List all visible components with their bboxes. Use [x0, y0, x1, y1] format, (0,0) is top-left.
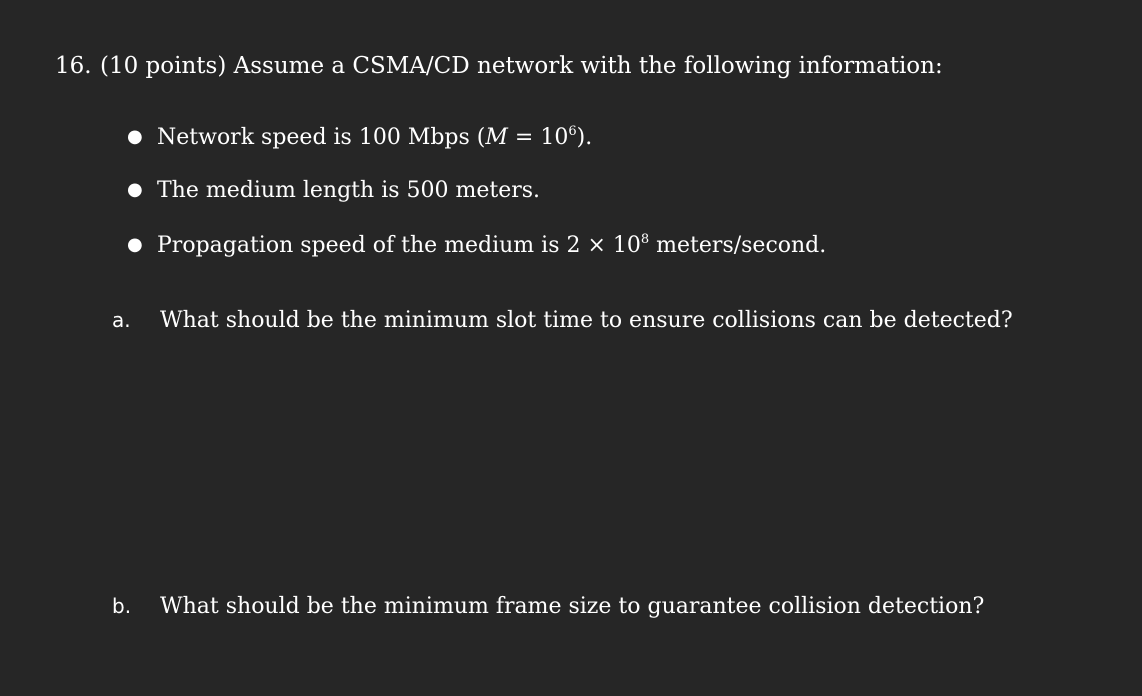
network-speed-exponent: 6 [568, 124, 577, 139]
bullet-icon: ● [127, 126, 143, 147]
question-number: 16. [55, 53, 92, 79]
network-speed-pre: Network speed is 100 Mbps ( [157, 125, 486, 150]
propagation-speed-post: meters/second. [649, 233, 827, 258]
subquestion-a-text: What should be the minimum slot time to ensure collisions can be detected? [160, 308, 1013, 333]
bullet-icon: ● [127, 234, 143, 255]
question-text: (10 points) Assume a CSMA/CD network with the following information: [100, 53, 943, 79]
question-heading [55, 53, 943, 79]
info-item-propagation-speed [127, 232, 826, 258]
subquestion-b-text: What should be the minimum frame size to guarantee collision detection? [160, 594, 985, 619]
propagation-speed-exponent: 8 [640, 232, 650, 247]
network-speed-var: M [485, 125, 508, 150]
medium-length-text: The medium length is 500 meters. [157, 178, 541, 203]
network-speed-post: ). [576, 125, 593, 150]
propagation-speed-pre: Propagation speed of the medium is 2 × 10 [157, 233, 641, 258]
network-speed-mid: = 10 [507, 125, 569, 150]
subquestion-a-letter: a. [112, 308, 131, 332]
info-item-medium-length [127, 178, 540, 203]
subquestion-b-letter: b. [112, 594, 132, 618]
subquestion-a [112, 308, 1013, 333]
bullet-icon: ● [127, 179, 143, 200]
info-item-network-speed [127, 124, 592, 150]
subquestion-b [112, 594, 984, 619]
